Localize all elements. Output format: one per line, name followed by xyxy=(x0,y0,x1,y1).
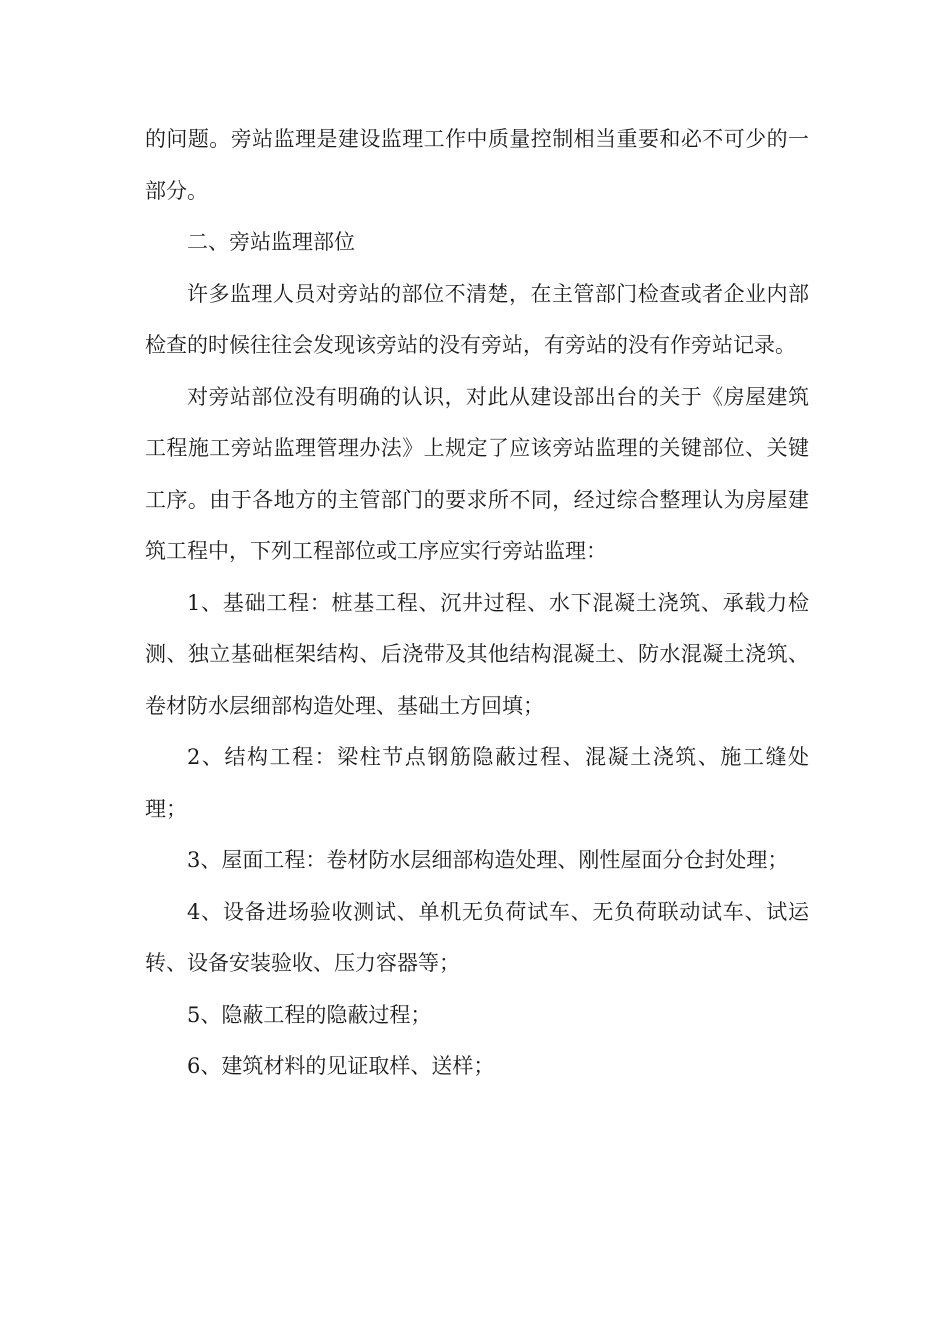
paragraph-continuation: 的问题。旁站监理是建设监理工作中质量控制相当重要和必不可少的一部分。 xyxy=(145,127,809,203)
list-item: 3、屋面工程：卷材防水层细部构造处理、刚性屋面分仓封处理； xyxy=(187,848,789,872)
list-item: 1、基础工程：桩基工程、沉井过程、水下混凝土浇筑、承载力检测、独立基础框架结构、后浇带及其他结构混凝土、防水混凝土浇筑、卷材防水层细部构造处理、基础土方回填； xyxy=(145,590,809,718)
document-body xyxy=(145,114,809,1093)
list-item: 6、建筑材料的见证取样、送样； xyxy=(187,1054,495,1078)
list-item: 5、隐蔽工程的隐蔽过程； xyxy=(187,1002,432,1027)
paragraph: 许多监理人员对旁站的部位不清楚，在主管部门检查或者企业内部检查的时候往往会发现该旁站的没有旁站，有旁站的没有作旁站记录。 xyxy=(145,281,809,357)
list-item: 2、结构工程：梁柱节点钢筋隐蔽过程、混凝土浇筑、施工缝处理； xyxy=(145,745,809,821)
section-heading: 二、旁站监理部位 xyxy=(187,230,355,254)
paragraph: 对旁站部位没有明确的认识，对此从建设部出台的关于《房屋建筑工程施工旁站监理管理办法》上规定了应该旁站监理的关键部位、关键工序。由于各地方的主管部门的要求所不同，经过综合整理认为房屋建筑工程中，下列工程部位或工序应实行旁站监理： xyxy=(145,384,809,563)
list-item: 4、设备进场验收测试、单机无负荷试车、无负荷联动试车、试运转、设备安装验收、压力容器等； xyxy=(145,899,809,975)
